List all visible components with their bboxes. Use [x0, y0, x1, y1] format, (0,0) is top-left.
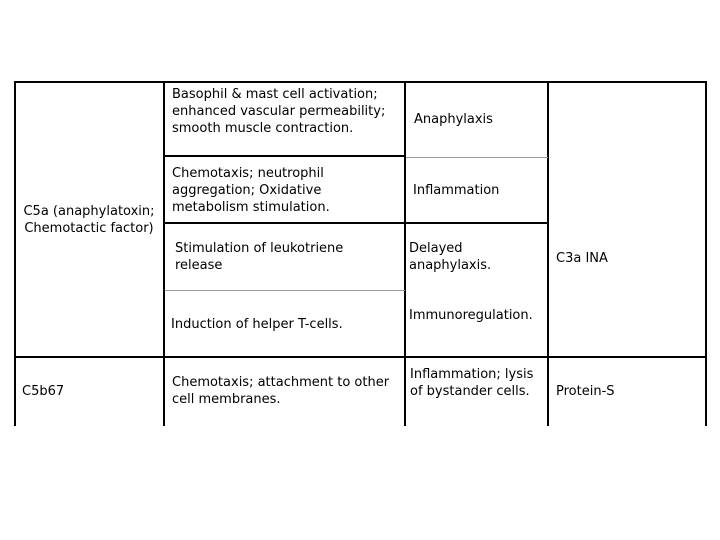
- row-divider-1: [165, 155, 405, 157]
- row-divider-3: [165, 290, 405, 291]
- merged-inhibitor-cell: C3a INA: [556, 251, 608, 266]
- table-left-border: [14, 81, 16, 426]
- table-right-border: [705, 81, 707, 426]
- row-2-activity: Chemotaxis; neutrophil aggregation; Oxidative metabolism stimulation.: [172, 166, 330, 215]
- row-5-activity: Chemotaxis; attachment to other cell membranes.: [172, 375, 390, 407]
- column-divider-3: [547, 81, 549, 426]
- row-2-response: Inflammation: [413, 183, 500, 198]
- row-divider-1b: [406, 157, 548, 158]
- row-4-activity: Induction of helper T-cells.: [171, 317, 343, 332]
- row-4-response: Immunoregulation.: [409, 308, 533, 323]
- row-5-component: C5b67: [22, 384, 65, 399]
- row-3-response: Delayed anaphylaxis.: [409, 241, 492, 273]
- table-top-border: [14, 81, 707, 83]
- row-divider-4: [14, 356, 707, 358]
- row-1-response: Anaphylaxis: [414, 112, 493, 127]
- merged-component-cell: C5a (anaphylatoxin; Chemotactic factor): [23, 204, 155, 236]
- row-1-activity: Basophil & mast cell activation; enhanced vascular permeability; smooth muscle contraction.: [172, 87, 386, 136]
- column-divider-1: [163, 81, 165, 426]
- row-3-activity: Stimulation of leukotriene release: [175, 241, 344, 273]
- row-divider-2: [165, 222, 548, 224]
- row-5-response: Inflammation; lysis of bystander cells.: [410, 367, 534, 399]
- row-5-inhibitor: Protein-S: [556, 384, 615, 399]
- column-divider-2: [404, 81, 406, 426]
